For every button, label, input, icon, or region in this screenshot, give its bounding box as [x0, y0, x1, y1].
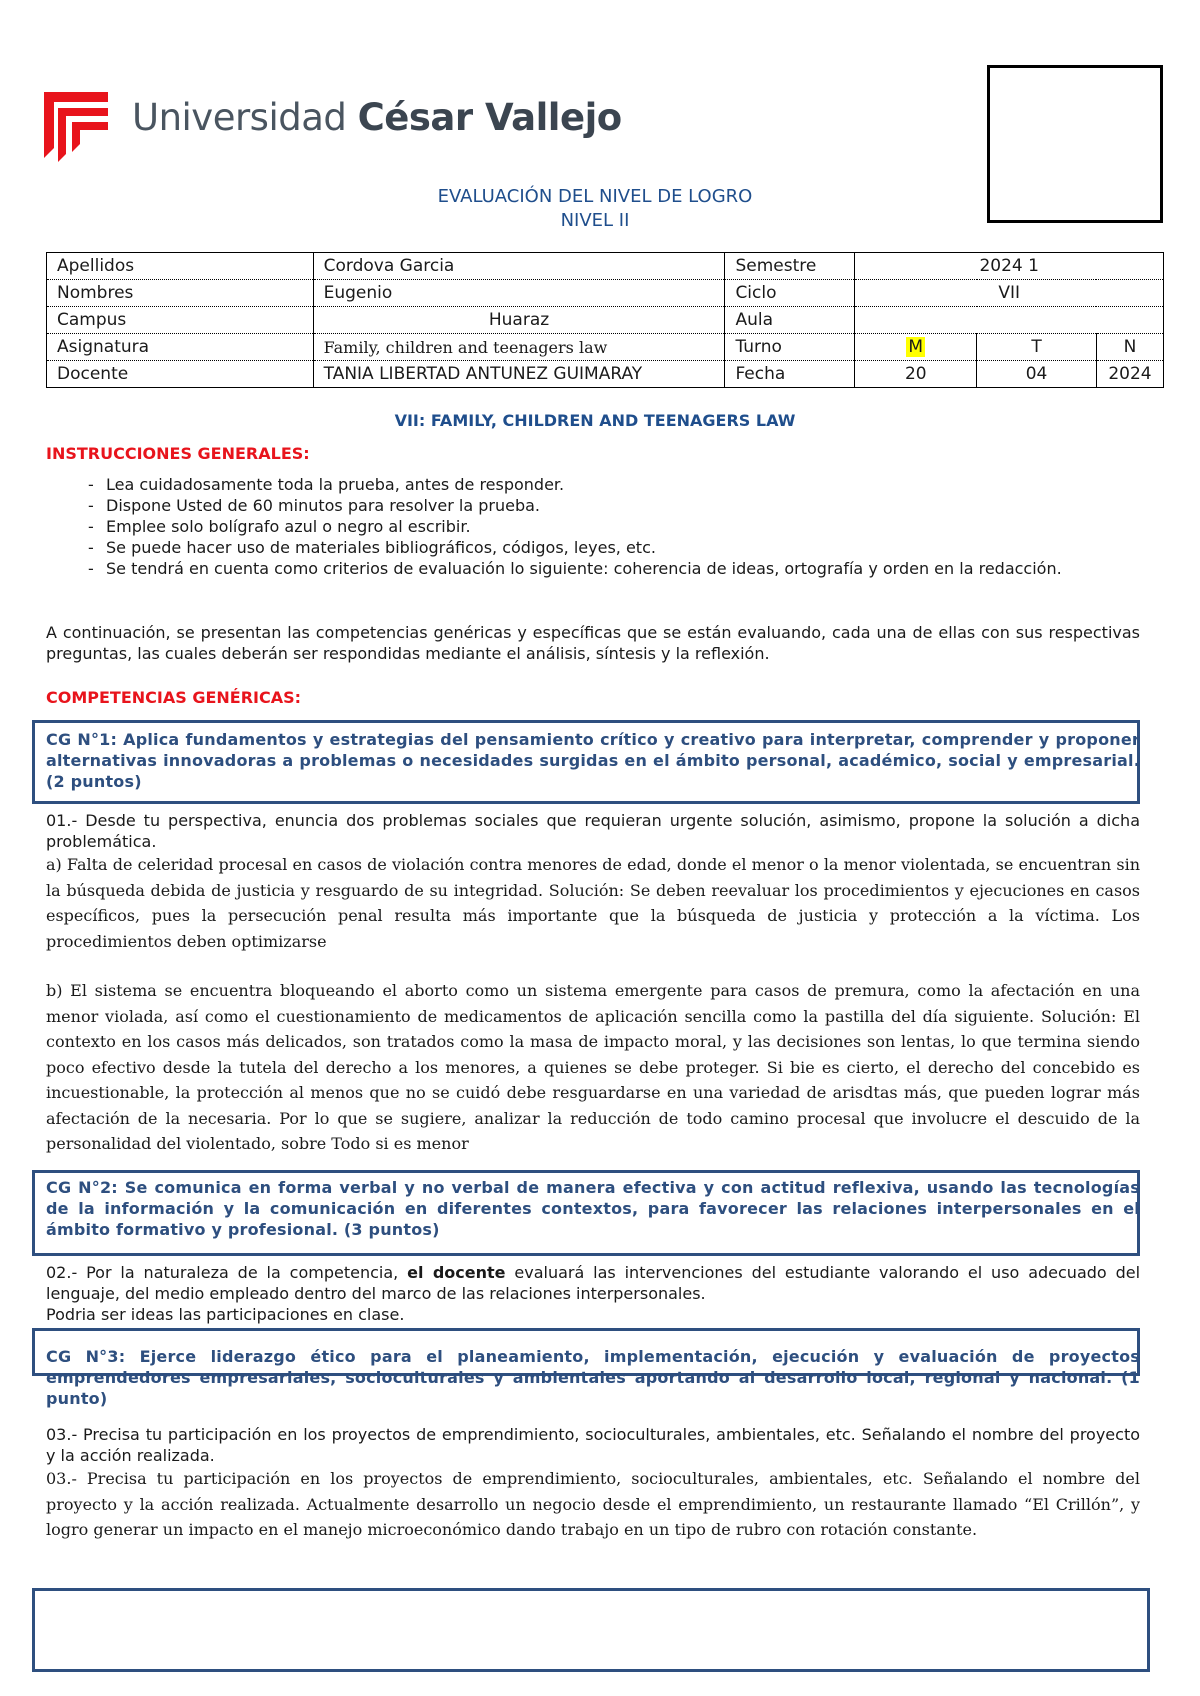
asignatura-label: Asignatura: [47, 334, 314, 361]
turno-m: M: [908, 337, 924, 357]
list-item: - Se puede hacer uso de materiales bibliográficos, códigos, leyes, etc.: [90, 537, 1140, 558]
university-logo-icon: [44, 88, 108, 164]
turno-label: Turno: [725, 334, 855, 361]
cg3-answer: 03.- Precisa tu participación en los proyectos de emprendimiento, socioculturales, ambientales, etc. Señalando el nombre del proyecto y la acción realizada. Actualmente desarrollo un negocio desde el emprendimiento, un restaurante llamado “El Crillón”, y logro generar un impacto en el manejo microeconómico dando trabajo en un tipo de rubro con rotación constante.: [46, 1469, 1140, 1539]
cg1-text: CG N°1: Aplica fundamentos y estrategias del pensamiento crítico y creativo para interpretar, comprender y proponer alternativas innovadoras a problemas o necesidades surgidas en el ámbito personal, académico, social y empresarial. (2 puntos): [46, 730, 1140, 791]
semestre-label: Semestre: [725, 253, 855, 280]
cg3-text: CG N°3: Ejerce liderazgo ético para el planeamiento, implementación, ejecución y evaluación de proyectos emprendedores empresariales, socioculturales y ambientales aportando al desarrollo local, regional y nacional. (1 punto): [46, 1347, 1140, 1408]
campus-label: Campus: [47, 307, 314, 334]
cg2-question-post: evaluará las intervenciones del estudiante valorando el uso adecuado del lenguaje, del medio empleado dentro del marco de las relaciones interpersonales.: [46, 1263, 1141, 1303]
nombres-label: Nombres: [47, 280, 314, 307]
competencies-heading: COMPETENCIAS GENÉRICAS:: [46, 688, 302, 707]
cg2-text: CG N°2: Se comunica en forma verbal y no verbal de manera efectiva y con actitud reflexiva, usando las tecnologías de la información y la comunicación en diferentes contextos, para favorecer las relaciones interpersonales en el ámbito formativo y profesional. (3 puntos): [46, 1178, 1140, 1239]
aula-value: [855, 307, 1164, 334]
intro-paragraph: A continuación, se presentan las competencias genéricas y específicas que se están evaluando, cada una de ellas con sus respectivas preguntas, las cuales deberán ser respondidas mediante el análisis, síntesis y la reflexión.: [46, 623, 1140, 663]
cg1-answer-a: a) Falta de celeridad procesal en casos de violación contra menores de edad, donde el menor o la menor violentada, se encuentran sin la búsqueda debida de justicia y resguardo de su integridad. Solución: Se deben reevaluar los procedimientos y ejecuciones en casos específicos, pues la persecución penal resulta más importante que la búsqueda de justicia y protección a la víctima. Los procedimientos deben optimizarse: [46, 855, 1140, 951]
instructions-list: [90, 474, 1140, 579]
page-title: EVALUACIÓN DEL NIVEL DE LOGRO: [437, 186, 753, 207]
list-item: - Lea cuidadosamente toda la prueba, antes de responder.: [90, 474, 1140, 495]
instructions-heading: INSTRUCCIONES GENERALES:: [46, 444, 310, 463]
campus-value: Huaraz: [313, 307, 725, 334]
apellidos-value: Cordova Garcia: [313, 253, 725, 280]
cg1-answer-b: b) El sistema se encuentra bloqueando el aborto como un sistema emergente para casos de premura, como la afectación en una menor violada, así como el cuestionamiento de medicamentos de aplicación sencilla como la pastilla del día siguiente. Solución: El contexto en los casos más delicados, son tratados como la masa de impacto moral, y las decisiones son lentas, lo que termina siendo poco efectivo desde la tutela del derecho a los menores, a quienes se debe proteger. Si bie es cierto, el derecho del concebido es incuestionable, la protección al menos que no se cuidó debe resguardarse en una variedad de arisdtas más, que pueden lograr más afectación de la necesaria. Por lo que se sugiere, analizar la reducción de todo camino procesal que involucre el descuido de la personalidad del violentado, sobre Todo si es menor: [46, 981, 1140, 1153]
docente-label: Docente: [47, 361, 314, 388]
list-item: - Dispone Usted de 60 minutos para resolver la prueba.: [90, 495, 1140, 516]
fecha-anio: 2024: [1096, 361, 1163, 388]
cg2-question-bold: el docente: [407, 1263, 506, 1282]
cg3-question: 03.- Precisa tu participación en los proyectos de emprendimiento, socioculturales, ambientales, etc. Señalando el nombre del proyecto y la acción realizada.: [46, 1425, 1140, 1465]
list-item: - Emplee solo bolígrafo azul o negro al escribir.: [90, 516, 1140, 537]
apellidos-label: Apellidos: [47, 253, 314, 280]
table-row: [47, 253, 1164, 280]
nombres-value: Eugenio: [313, 280, 725, 307]
university-name: [132, 96, 622, 139]
turno-m-cell: [855, 334, 977, 361]
university-name-bold: César Vallejo: [357, 96, 622, 139]
turno-t: T: [977, 334, 1097, 361]
table-row: [47, 307, 1164, 334]
answer-box[interactable]: [32, 1588, 1150, 1672]
table-row: [47, 361, 1164, 388]
cg1-question: 01.- Desde tu perspectiva, enuncia dos problemas sociales que requieran urgente solución, asimismo, propone la solución a dicha problemática.: [46, 811, 1140, 851]
docente-value: TANIA LIBERTAD ANTUNEZ GUIMARAY: [313, 361, 725, 388]
aula-label: Aula: [725, 307, 855, 334]
ciclo-label: Ciclo: [725, 280, 855, 307]
semestre-value: 2024 1: [855, 253, 1164, 280]
turno-n: N: [1096, 334, 1163, 361]
page-subtitle: NIVEL II: [560, 210, 630, 231]
student-info-table: [46, 252, 1164, 388]
list-item: - Se tendrá en cuenta como criterios de evaluación lo siguiente: coherencia de ideas, ortografía y orden en la redacción.: [90, 558, 1140, 579]
fecha-label: Fecha: [725, 361, 855, 388]
university-name-normal: Universidad: [132, 96, 358, 139]
table-row: [47, 280, 1164, 307]
fecha-mes: 04: [977, 361, 1097, 388]
cg2-question: [46, 1262, 1140, 1304]
table-row: [47, 334, 1164, 361]
cg2-answer: Podria ser ideas las participaciones en clase.: [46, 1305, 405, 1324]
asignatura-value: Family, children and teenagers law: [313, 334, 725, 361]
fecha-dia: 20: [855, 361, 977, 388]
cg2-question-pre: 02.- Por la naturaleza de la competencia,: [46, 1263, 408, 1282]
ciclo-value: VII: [855, 280, 1164, 307]
course-heading: VII: FAMILY, CHILDREN AND TEENAGERS LAW: [394, 411, 796, 430]
